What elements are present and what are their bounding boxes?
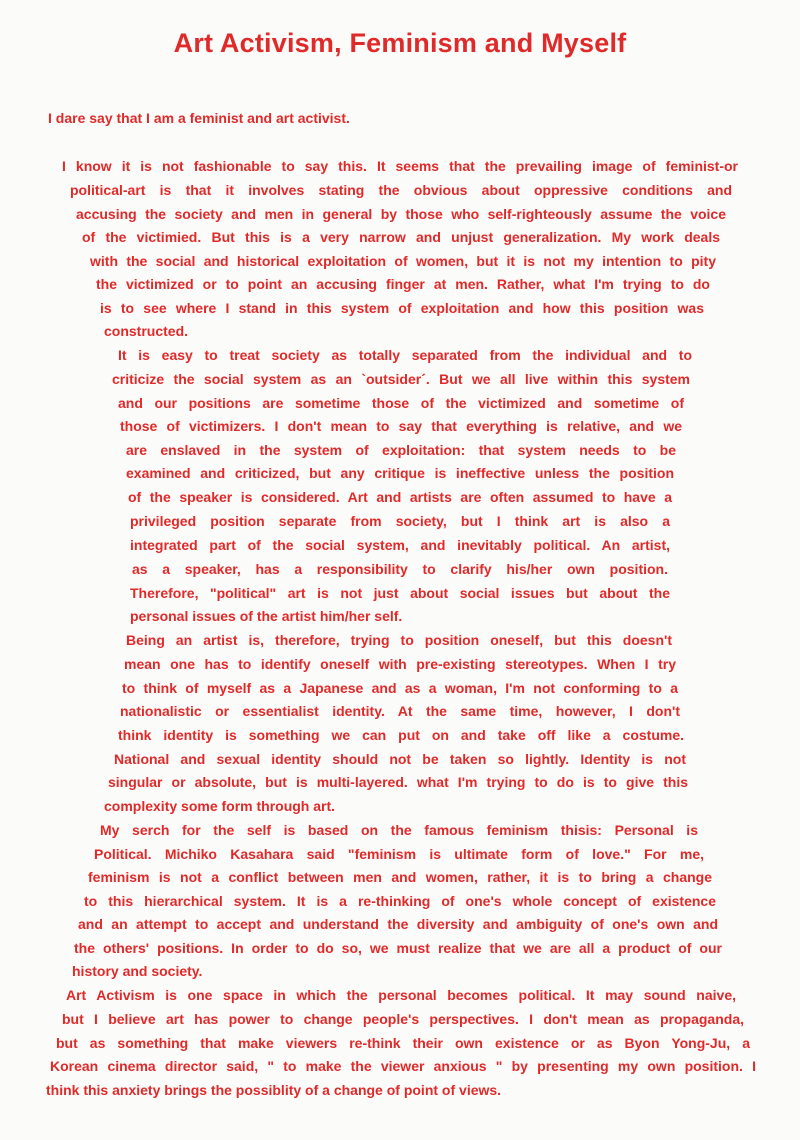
text-line: Art Activism is one space in which the personal becomes political. It may sound naive, <box>66 987 736 1003</box>
text-line: My serch for the self is based on the famous feminism thisis: Personal is <box>100 822 698 838</box>
text-line: I dare say that I am a feminist and art activist. <box>48 110 350 126</box>
text-line: but I believe art has power to change people's perspectives. I don't mean as propaganda, <box>62 1011 744 1027</box>
text-line: are enslaved in the system of exploitation: that system needs to be <box>126 442 676 458</box>
text-line: examined and criticized, but any critique is ineffective unless the position <box>126 465 674 481</box>
text-line: mean one has to identify oneself with pre-existing stereotypes. When I try <box>124 656 676 672</box>
text-line: privileged position separate from society, but I think art is also a <box>130 513 670 529</box>
text-line: history and society. <box>72 963 203 979</box>
text-line: with the social and historical exploitation of women, but it is not my intention to pity <box>90 253 716 269</box>
text-line: Korean cinema director said, " to make the viewer anxious " by presenting my own position. I <box>50 1058 756 1074</box>
text-line: Political. Michiko Kasahara said "feminism is ultimate form of love." For me, <box>94 846 704 862</box>
text-line: but as something that make viewers re-think their own existence or as Byon Yong-Ju, a <box>56 1035 750 1051</box>
text-line: accusing the society and men in general by those who self-righteously assume the voice <box>76 206 726 222</box>
text-line: political-art is that it involves stating the obvious about oppressive conditions and <box>70 182 732 198</box>
text-line: Being an artist is, therefore, trying to position oneself, but this doesn't <box>126 632 672 648</box>
text-line: complexity some form through art. <box>104 798 336 814</box>
text-line: nationalistic or essentialist identity. At the same time, however, I don't <box>120 703 680 719</box>
text-line: as a speaker, has a responsibility to clarify his/her own position. <box>132 561 668 577</box>
text-line: It is easy to treat society as totally separated from the individual and to <box>118 347 692 363</box>
text-line: constructed. <box>104 323 189 339</box>
text-line: integrated part of the social system, and inevitably political. An artist, <box>130 537 670 553</box>
text-line: those of victimizers. I don't mean to say that everything is relative, and we <box>120 418 682 434</box>
text-line: feminism is not a conflict between men and women, rather, it is to bring a change <box>88 869 712 885</box>
text-line: singular or absolute, but is multi-layered. what I'm trying to do is to give this <box>108 774 688 790</box>
text-line: National and sexual identity should not be taken so lightly. Identity is not <box>114 751 686 767</box>
text-line: think this anxiety brings the possiblity of a change of point of views. <box>46 1082 502 1098</box>
text-line: criticize the social system as an `outsider´. But we all live within this system <box>112 371 690 387</box>
text-line: of the victimied. But this is a very narrow and unjust generalization. My work deals <box>82 229 720 245</box>
text-line: think identity is something we can put on and take off like a costume. <box>118 727 684 743</box>
text-line: to this hierarchical system. It is a re-thinking of one's whole concept of existence <box>84 893 716 909</box>
text-line: of the speaker is considered. Art and artists are often assumed to have a <box>128 489 672 505</box>
text-line: Therefore, "political" art is not just about social issues but about the <box>130 585 670 601</box>
page-title: Art Activism, Feminism and Myself <box>173 28 627 58</box>
text-line: personal issues of the artist him/her self. <box>130 608 403 624</box>
text-line: I know it is not fashionable to say this. It seems that the prevailing image of feminist-or <box>62 158 738 174</box>
text-line: to think of myself as a Japanese and as a woman, I'm not conforming to a <box>122 680 678 696</box>
text-line: the others' positions. In order to do so, we must realize that we are all a product of our <box>74 940 722 956</box>
text-line: and an attempt to accept and understand the diversity and ambiguity of one's own and <box>78 916 718 932</box>
text-line: and our positions are sometime those of the victimized and sometime of <box>118 395 684 411</box>
text-line: is to see where I stand in this system of exploitation and how this position was <box>100 300 704 316</box>
text-line: the victimized or to point an accusing finger at men. Rather, what I'm trying to do <box>96 276 710 292</box>
